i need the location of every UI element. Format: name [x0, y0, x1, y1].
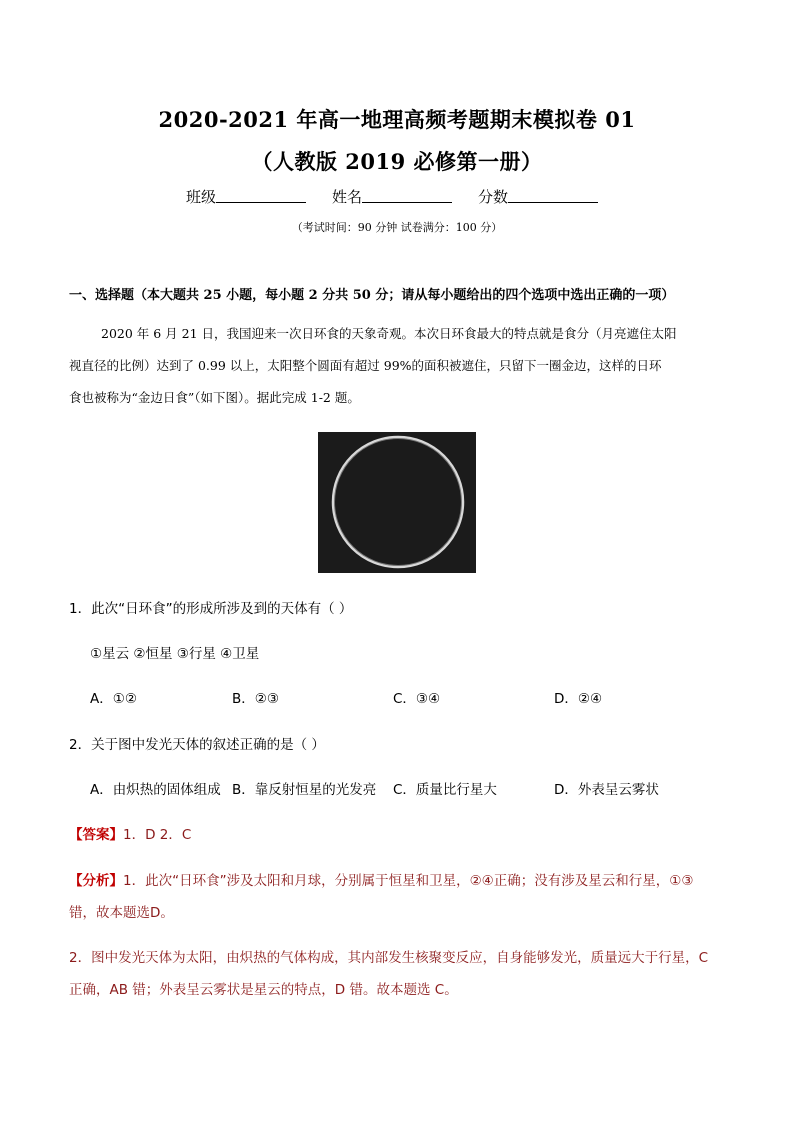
analysis-tag: 【分析】 [69, 873, 123, 889]
question-1-items: ①星云 ②恒星 ③行星 ④卫星 [90, 646, 260, 662]
student-info-row [186, 186, 598, 207]
question-1-stem: 1．此次“日环食”的形成所涉及到的天体有（ ） [69, 601, 353, 617]
annular-eclipse-image [318, 432, 476, 573]
analysis-line-1 [69, 869, 694, 889]
passage-line: 视直径的比例）达到了 0.99 以上，太阳整个圆面有超过 99%的面积被遮住，只留下一圈金边，这样的日环 [69, 358, 662, 373]
q1-option-a[interactable]: A．①② [90, 691, 137, 707]
question-2-stem: 2．关于图中发光天体的叙述正确的是（ ） [69, 737, 325, 753]
q2-option-d[interactable]: D．外表呈云雾状 [554, 782, 659, 798]
analysis-line-4: 正确，AB 错；外表呈云雾状是星云的特点，D 错。故本题选 C。 [69, 982, 458, 998]
class-blank[interactable] [216, 186, 306, 203]
passage-line: 食也被称为“金边日食”（如下图）。据此完成 1-2 题。 [69, 390, 360, 405]
score-label: 分数 [478, 188, 509, 206]
answer-line [69, 823, 191, 843]
q1-option-d[interactable]: D．②④ [554, 691, 603, 707]
name-label: 姓名 [332, 188, 363, 206]
analysis-line-2: 错，故本题选D。 [69, 905, 174, 921]
answer-tag: 【答案】 [69, 827, 123, 843]
q2-option-a[interactable]: A．由炽热的固体组成 [90, 782, 221, 798]
score-blank[interactable] [508, 186, 598, 203]
q1-option-c[interactable]: C．③④ [393, 691, 441, 707]
exam-note: （考试时间：90 分钟 试卷满分：100 分） [291, 221, 503, 234]
passage [69, 318, 729, 414]
q2-option-b[interactable]: B．靠反射恒星的光发亮 [232, 782, 377, 798]
q2-option-c[interactable]: C．质量比行星大 [393, 782, 497, 798]
answer-text: 1．D 2．C [123, 827, 192, 843]
class-label: 班级 [186, 188, 217, 206]
section-heading: 一、选择题（本大题共 25 小题，每小题 2 分共 50 分；请从每小题给出的四个选项中选出正确的一项） [69, 288, 675, 303]
page-subtitle: （人教版 2019 必修第一册） [251, 149, 543, 174]
analysis-line-3: 2．图中发光天体为太阳，由炽热的气体构成，其内部发生核聚变反应，自身能够发光，质量远大于行星，C [69, 950, 709, 966]
passage-line: 2020 年 6 月 21 日，我国迎来一次日环食的天象奇观。本次日环食最大的特点就是食分（月亮遮住太阳 [101, 326, 677, 341]
analysis-text: 1．此次“日环食”涉及太阳和月球，分别属于恒星和卫星，②④正确；没有涉及星云和行星，①③ [123, 873, 694, 889]
eclipse-ring-icon [318, 432, 476, 573]
q1-option-b[interactable]: B．②③ [232, 691, 279, 707]
page-title: 2020-2021 年高一地理高频考题期末模拟卷 01 [158, 107, 636, 132]
name-blank[interactable] [362, 186, 452, 203]
